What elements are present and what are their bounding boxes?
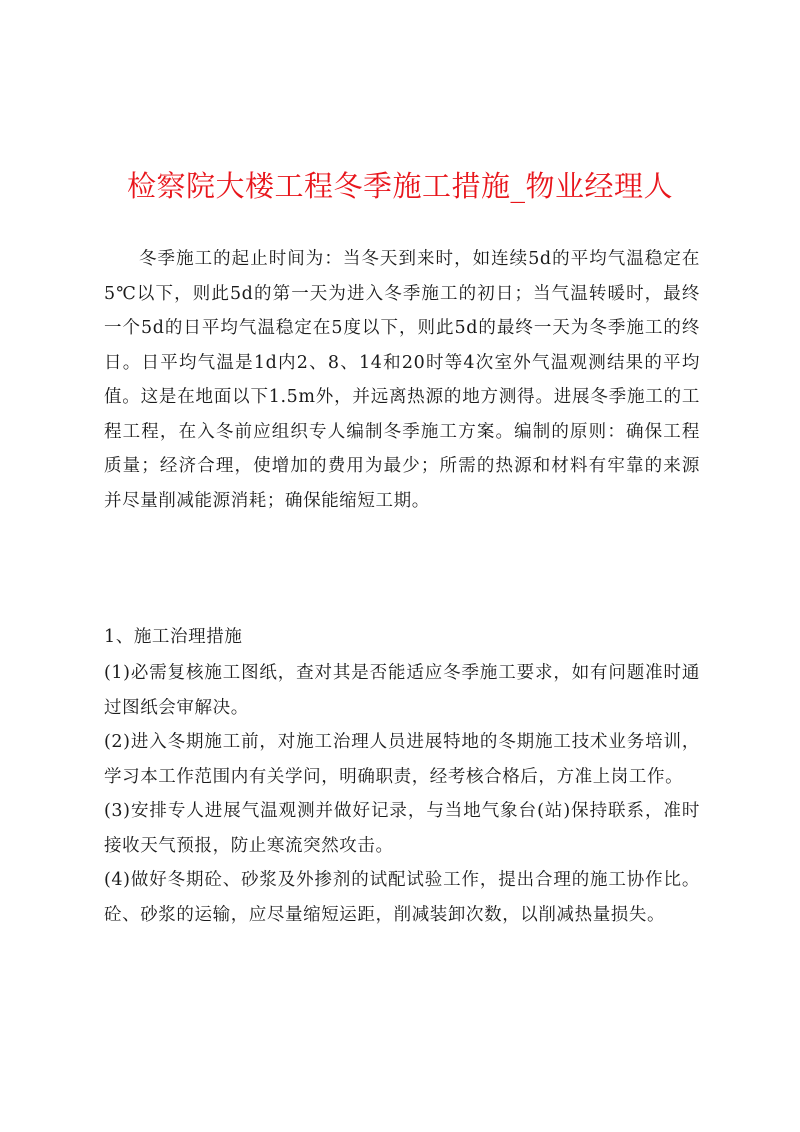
measure-item-1: (1)必需复核施工图纸，查对其是否能适应冬季施工要求，如有问题准时通过图纸会审解决。 [104,663,700,718]
measure-item-3: (3)安排专人进展气温观测并做好记录，与当地气象台(站)保持联系，准时接收天气预报，防止寒流突然攻击。 [104,801,700,856]
section-heading: 1、施工治理措施 [104,627,243,647]
measure-item-4: (4)做好冬期砼、砂浆及外掺剂的试配试验工作，提出合理的施工协作比。砼、砂浆的运输，应尽量缩短运距，削减装卸次数，以削减热量损失。 [104,870,700,925]
measures-list [104,656,700,932]
document-title: 检察院大楼工程冬季施工措施_物业经理人 [126,169,673,203]
measure-item-2: (2)进入冬期施工前，对施工治理人员进展特地的冬期施工技术业务培训，学习本工作范围内有关学问，明确职责，经考核合格后，方准上岗工作。 [104,732,700,787]
intro-paragraph: 冬季施工的起止时间为：当冬天到来时，如连续5d的平均气温稳定在5℃以下，则此5d的第一天为进入冬季施工的初日；当气温转暖时，最终一个5d的日平均气温稳定在5度以下，则此5d的最终一天为冬季施工的终日。日平均气温是1d内2、8、14和20时等4次室外气温观测结果的平均值。这是在地面以下1.5m外，并远离热源的地方测得。进展冬季施工的工程工程，在入冬前应组织专人编制冬季施工方案。编制的原则：确保工程质量；经济合理，使增加的费用为最少；所需的热源和材料有牢靠的来源并尽量削减能源消耗；确保能缩短工期。 [104,249,700,511]
